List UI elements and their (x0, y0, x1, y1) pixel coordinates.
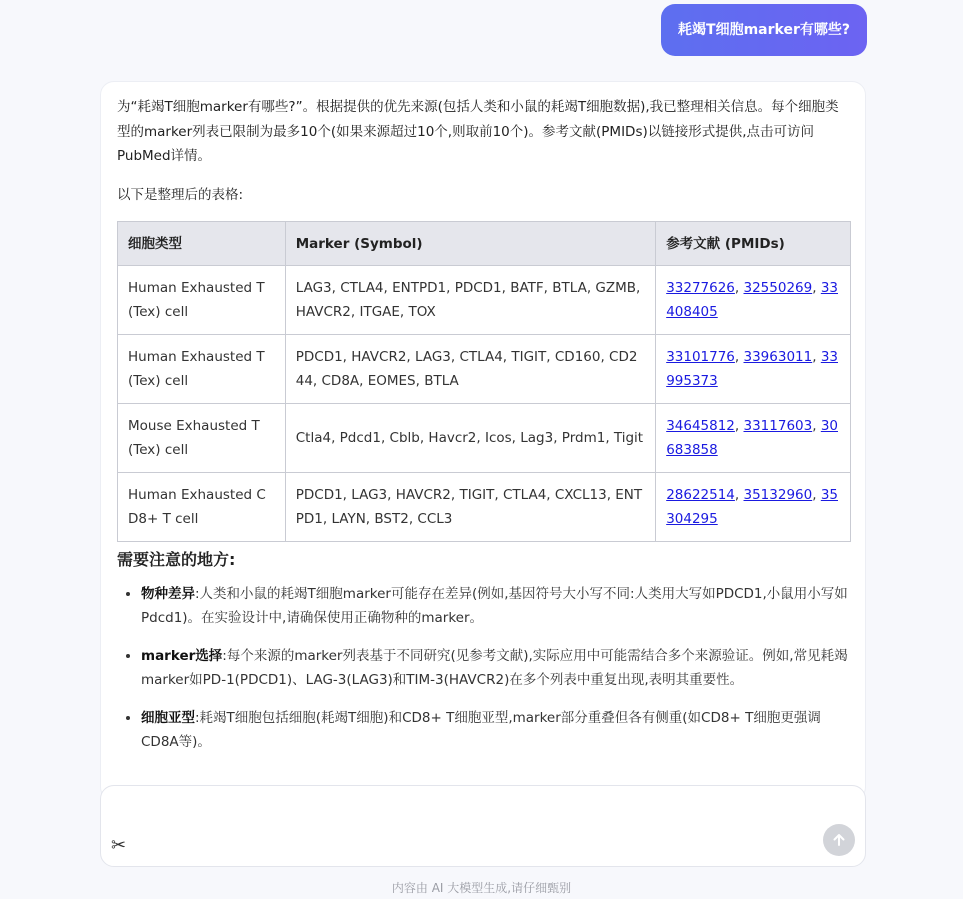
cell-type-cell: Mouse Exhausted T (Tex) cell (118, 404, 286, 473)
scissors-icon[interactable]: ✂ (111, 835, 127, 856)
header-cell-type: 细胞类型 (118, 222, 286, 266)
marker-table (117, 221, 851, 542)
cell-type-cell: Human Exhausted T (Tex) cell (118, 335, 286, 404)
note-text: :每个来源的marker列表基于不同研究(见参考文献),实际应用中可能需结合多个来源验证。例如,常见耗竭marker如PD-1(PDCD1)、LAG-3(LAG3)和TIM-3(HAVCR2)在多个列表中重复出现,表明其重要性。 (141, 648, 848, 688)
pmid-link[interactable]: 34645812 (666, 418, 735, 434)
pmid-link[interactable]: 28622514 (666, 487, 735, 503)
arrow-up-icon (831, 832, 847, 848)
note-title: marker选择 (141, 648, 223, 664)
pmid-link[interactable]: 33995373 (666, 349, 838, 389)
note-text: :人类和小鼠的耗竭T细胞marker可能存在差异(例如,基因符号大小写不同:人类用大写如PDCD1,小鼠用小写如Pdcd1)。在实验设计中,请确保使用正确物种的marker。 (141, 586, 848, 626)
pmid-cell: 33277626, 32550269, 33408405 (656, 266, 851, 335)
send-button[interactable] (823, 824, 855, 856)
answer-card (100, 81, 866, 801)
pmid-cell: 28622514, 35132960, 35304295 (656, 473, 851, 542)
answer-content (101, 82, 865, 754)
pmid-link[interactable]: 33277626 (666, 280, 735, 296)
table-caption: 以下是整理后的表格: (117, 186, 244, 203)
cell-type-cell: Human Exhausted CD8+ T cell (118, 473, 286, 542)
table-row (118, 404, 851, 473)
marker-cell: Ctla4, Pdcd1, Cblb, Havcr2, Icos, Lag3, Prdm1, Tigit (285, 404, 655, 473)
pmid-link[interactable]: 30683858 (666, 418, 838, 458)
chat-input-box[interactable] (100, 785, 866, 867)
answer-intro: 为“耗竭T细胞marker有哪些?”。根据提供的优先来源(包括人类和小鼠的耗竭T细胞数据),我已整理相关信息。每个细胞类型的marker列表已限制为最多10个(如果来源超过10个,则取前10个)。参考文献(PMIDs)以链接形式提供,点击可访问PubMed详情。 (117, 99, 839, 164)
user-message-bubble: 耗竭T细胞marker有哪些? (661, 4, 867, 56)
table-row (118, 266, 851, 335)
pmid-cell: 34645812, 33117603, 30683858 (656, 404, 851, 473)
pmid-link[interactable]: 33963011 (743, 349, 813, 365)
header-pmids: 参考文献 (PMIDs) (656, 222, 851, 266)
marker-cell: PDCD1, HAVCR2, LAG3, CTLA4, TIGIT, CD160, CD244, CD8A, EOMES, BTLA (285, 335, 655, 404)
pmid-link[interactable]: 32550269 (743, 280, 813, 296)
pmid-cell: 33101776, 33963011, 33995373 (656, 335, 851, 404)
pmid-link[interactable]: 33408405 (666, 280, 838, 320)
note-text: :耗竭T细胞包括细胞(耗竭T细胞)和CD8+ T细胞亚型,marker部分重叠但各有侧重(如CD8+ T细胞更强调CD8A等)。 (141, 710, 821, 750)
pmid-link[interactable]: 33117603 (743, 418, 813, 434)
notes-heading: 需要注意的地方: (117, 550, 236, 569)
marker-cell: PDCD1, LAG3, HAVCR2, TIGIT, CTLA4, CXCL13, ENTPD1, LAYN, BST2, CCL3 (285, 473, 655, 542)
table-header-row (118, 222, 851, 266)
pmid-link[interactable]: 33101776 (666, 349, 735, 365)
footer-disclaimer: 内容由 AI 大模型生成,请仔细甄别 (391, 881, 572, 895)
note-title: 物种差异 (141, 586, 195, 602)
marker-cell: LAG3, CTLA4, ENTPD1, PDCD1, BATF, BTLA, GZMB, HAVCR2, ITGAE, TOX (285, 266, 655, 335)
note-title: 细胞亚型 (141, 710, 195, 726)
pmid-link[interactable]: 35304295 (666, 487, 838, 527)
header-marker: Marker (Symbol) (285, 222, 655, 266)
pmid-link[interactable]: 35132960 (743, 487, 813, 503)
note-item (141, 644, 849, 692)
table-row (118, 335, 851, 404)
notes-list (117, 582, 849, 754)
cell-type-cell: Human Exhausted T (Tex) cell (118, 266, 286, 335)
note-item (141, 582, 849, 630)
table-row (118, 473, 851, 542)
note-item (141, 706, 849, 754)
